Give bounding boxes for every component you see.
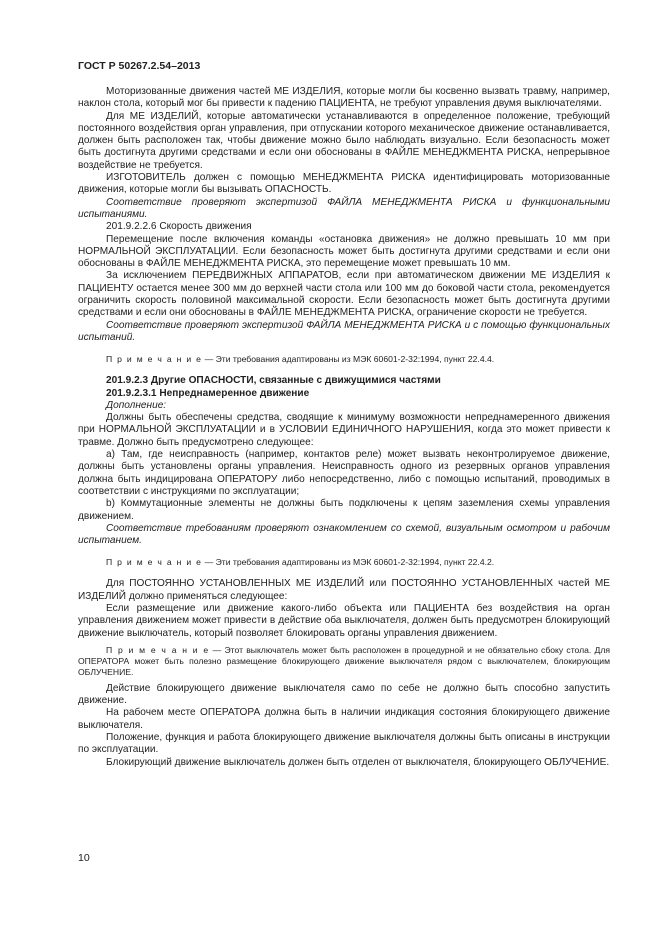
paragraph: Положение, функция и работа блокирующего движение выключателя должны быть описаны в инструкции по эксплуатации. [78,732,610,756]
document-body [78,86,610,769]
list-item: a) Там, где неисправность (например, контактов реле) может вызвать неконтролируемое движение, должны быть установлены органы управления. Неисправность одного из резервных органов управления должна быть индицирована ОПЕРАТОРУ либо непосредственно, либо с помощью испытаний, проводимых в соответствии с инструкциями по эксплуатации; [78,449,610,497]
paragraph: Перемещение после включения команды «остановка движения» не должно превышать 10 мм при НОРМАЛЬНОЙ ЭКСПЛУАТАЦИИ. Если безопасность может быть достигнута другими средствами и если они обоснованы в ФАЙЛЕ МЕНЕДЖМЕНТА РИСКА, это перемещение может превышать 10 мм. [78,233,610,270]
list-item: b) Коммутационные элементы не должны быть подключены к цепям заземления схемы управления движением. [78,498,610,522]
note-text: — Эти требования адаптированы из МЭК 60601-2-32:1994, пункт 22.4.4. [202,354,495,365]
note [78,354,610,365]
page-number: 10 [78,852,90,864]
paragraph: На рабочем месте ОПЕРАТОРА должна быть в наличии индикация состояния блокирующего движение выключателя. [78,707,610,731]
note-label: П р и м е ч а н и е [106,644,210,655]
note-text: — Этот выключатель может быть расположен в процедурной и не обязательно сбоку стола. Для ОПЕРАТОРА может быть полезно размещение блокирующего движение выключателя рядом с выключателем, блокирующим ОБЛУЧЕНИЕ. [78,644,610,677]
paragraph: Если размещение или движение какого-либо объекта или ПАЦИЕНТА без воздействия на орган управления движением может привести в действие оба выключателя, должен быть предусмотрен блокирующий движение выключатель, который позволяет блокировать органы управления движением. [78,602,610,639]
section-heading: 201.9.2.3.1 Непреднамеренное движение [106,387,310,399]
paragraph: Должны быть обеспечены средства, сводящие к минимуму возможности непреднамеренного движения при НОРМАЛЬНОЙ ЭКСПЛУАТАЦИИ и в УСЛОВИИ ЕДИНИЧНОГО НАРУШЕНИЯ, когда это может привести к травме. Должно быть предусмотрено следующее: [78,412,610,448]
section-heading: 201.9.2.3 Другие ОПАСНОСТИ, связанные с движущимися частями [106,375,441,387]
paragraph: Для ПОСТОЯННО УСТАНОВЛЕННЫХ МЕ ИЗДЕЛИЙ или ПОСТОЯННО УСТАНОВЛЕННЫХ частей МЕ ИЗДЕЛИЙ должно применяться следующее: [78,578,610,602]
note-text: — Эти требования адаптированы из МЭК 60601-2-32:1994, пункт 22.4.2. [202,557,495,568]
subsection-title: 201.9.2.2.6 Скорость движения [106,221,252,233]
note-label: П р и м е ч а н и е [106,557,203,568]
note [78,645,610,678]
compliance-paragraph: Соответствие требованиям проверяют ознакомлением со схемой, визуальным осмотром и рабочим испытанием. [78,522,610,547]
note-label: П р и м е ч а н и е [106,354,203,365]
addition-label: Дополнение: [106,399,167,411]
paragraph: Моторизованные движения частей МЕ ИЗДЕЛИЯ, которые могли бы косвенно вызвать травму, например, наклон стола, который мог бы привести к падению ПАЦИЕНТА, не требуют управления двумя выключателями. [78,86,610,110]
document-header: ГОСТ Р 50267.2.54–2013 [78,60,201,72]
compliance-paragraph: Соответствие проверяют экспертизой ФАЙЛА МЕНЕДЖМЕНТА РИСКА и функциональными испытаниями. [78,196,610,220]
paragraph: Действие блокирующего движение выключателя само по себе не должно быть способно запустить движение. [78,682,610,707]
paragraph: Для МЕ ИЗДЕЛИЙ, которые автоматически устанавливаются в определенное положение, требующий постоянного воздействия орган управления, при отпускании которого механическое движение останавливается, должен быть расположен так, чтобы движение можно было наблюдать визуально. Если безопасность может быть достигнута другими средствами и если они обоснованы в ФАЙЛЕ МЕНЕДЖМЕНТА РИСКА, непрерывное воздействие не требуется. [78,110,610,171]
note [78,557,610,568]
compliance-paragraph: Соответствие проверяют экспертизой ФАЙЛА МЕНЕДЖМЕНТА РИСКА и с помощью функциональных испытаний. [78,319,610,343]
paragraph: Блокирующий движение выключатель должен быть отделен от выключателя, блокирующего ОБЛУЧЕНИЕ. [106,756,610,768]
paragraph: За исключением ПЕРЕДВИЖНЫХ АППАРАТОВ, если при автоматическом движении МЕ ИЗДЕЛИЯ к ПАЦИЕНТУ остается менее 300 мм до верхней части стола или 100 мм до боковой части стола, рекомендуется ограничить скорость половиной максимальной скорости. Если безопасность может быть достигнута другими средствами и если они обоснованы в ФАЙЛЕ МЕНЕДЖМЕНТА РИСКА, ограничение скорости не требуется. [78,270,610,319]
paragraph: ИЗГОТОВИТЕЛЬ должен с помощью МЕНЕДЖМЕНТА РИСКА идентифицировать моторизованные движения, которые могли бы вызывать ОПАСНОСТЬ. [78,172,610,196]
